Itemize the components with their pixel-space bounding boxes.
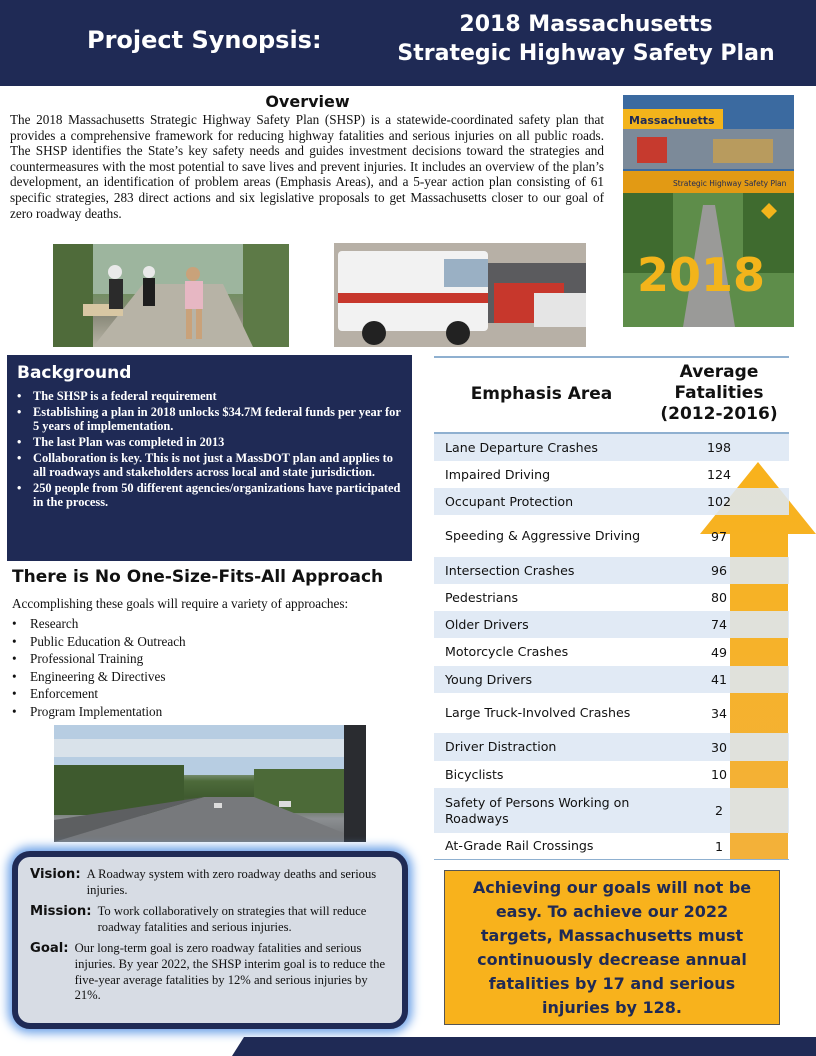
fatalities-cell: 198 bbox=[706, 440, 732, 455]
vision-label: Vision: bbox=[30, 867, 81, 882]
fatalities-cell: 34 bbox=[710, 705, 728, 721]
approach-heading: There is No One-Size-Fits-All Approach bbox=[12, 567, 384, 587]
fatalities-cell: 2 bbox=[714, 803, 723, 818]
table-row bbox=[434, 761, 789, 788]
vision-row bbox=[30, 867, 392, 898]
table-row bbox=[434, 557, 789, 584]
emphasis-area-cell: Pedestrians bbox=[445, 589, 519, 605]
table-row bbox=[434, 666, 789, 693]
callout-text: Achieving our goals will not be easy. To achieve our 2022 targets, Massachusetts must continuously decrease annual fatalities by 17 and serious injuries by 128. bbox=[472, 877, 752, 1017]
background-item: • Establishing a plan in 2018 unlocks $34.7M federal funds per year for 5 years of implementation. bbox=[17, 405, 402, 433]
table-row bbox=[434, 488, 789, 515]
background-item: • The SHSP is a federal requirement bbox=[17, 389, 402, 403]
emphasis-area-cell: At-Grade Rail Crossings bbox=[445, 838, 594, 853]
table-row bbox=[434, 461, 789, 488]
fatalities-cell: 1 bbox=[714, 838, 723, 854]
goal-text: Our long-term goal is zero roadway fatalities and serious injuries. By year 2022, the SHSP interim goal is to reduce the five-year average fatalities by 12% and serious injuries by 21%. bbox=[74, 941, 386, 1003]
header-fatalities-line2: Fatalities bbox=[674, 383, 764, 403]
fatalities-cell: 80 bbox=[710, 590, 728, 605]
fatalities-cell: 97 bbox=[710, 528, 728, 544]
fatalities-cell: 102 bbox=[706, 494, 732, 509]
goal-label: Goal: bbox=[30, 941, 69, 957]
fatalities-cell: 10 bbox=[710, 767, 728, 782]
approach-list bbox=[12, 615, 186, 721]
table-row bbox=[434, 788, 789, 833]
emphasis-area-cell: Occupant Protection bbox=[445, 493, 574, 509]
table-row bbox=[434, 638, 789, 666]
emphasis-area-cell: Motorcycle Crashes bbox=[445, 644, 569, 659]
overview-paragraph: The 2018 Massachusetts Strategic Highway Safety Plan (SHSP) is a statewide-coordinated safety plan that provides a comprehensive framework for reducing highway fatalities and serious injuries on all public roads. The SHSP identifies the State’s key safety needs and guides investment decisions toward the strategies and countermeasures with the most potential to save lives and prevent injuries. It includes an overview of the plan’s development, an identification of problem areas (Emphasis Areas), and a 5-year action plan consisting of 61 specific strategies, 283 direct actions and six legislative proposals to get Massachusetts closer to our goal of zero roadway deaths. bbox=[10, 112, 604, 221]
fatalities-cell: 30 bbox=[710, 739, 728, 755]
approach-item: • Professional Training bbox=[12, 650, 186, 668]
background-item: • 250 people from 50 different agencies/organizations have participated in the process. bbox=[17, 481, 402, 509]
cyclists-illustration bbox=[53, 244, 289, 347]
emphasis-area-cell: Lane Departure Crashes bbox=[445, 439, 598, 455]
fatalities-cell: 49 bbox=[710, 644, 728, 660]
approach-item: • Enforcement bbox=[12, 685, 186, 703]
plan-title-line1: 2018 Massachusetts bbox=[459, 12, 713, 37]
cover-illustration bbox=[623, 95, 794, 327]
table-header bbox=[434, 360, 789, 432]
header-fatalities-line1: Average bbox=[679, 362, 759, 382]
header-emphasis-area: Emphasis Area bbox=[470, 384, 613, 404]
cover-year-label: 2018 bbox=[637, 248, 766, 302]
vision-mission-goal-box bbox=[12, 851, 408, 1029]
table-row bbox=[434, 434, 789, 461]
footer-bar bbox=[232, 1037, 816, 1056]
emphasis-area-cell: Large Truck-Involved Crashes bbox=[445, 705, 631, 720]
fatalities-cell: 74 bbox=[710, 617, 728, 632]
highway-photo bbox=[54, 725, 366, 842]
approach-item: • Public Education & Outreach bbox=[12, 633, 186, 651]
table-row bbox=[434, 515, 789, 557]
emphasis-area-cell: Safety of Persons Working on Roadways bbox=[445, 794, 630, 826]
plan-title-line2: Strategic Highway Safety Plan bbox=[397, 41, 775, 66]
overview-heading: Overview bbox=[265, 92, 350, 111]
background-item: • Collaboration is key. This is not just a MassDOT plan and applies to all roadways and stakeholders across local and state jurisdiction. bbox=[17, 451, 402, 479]
approach-item: • Research bbox=[12, 615, 186, 633]
emphasis-area-cell: Bicyclists bbox=[445, 766, 504, 782]
background-section bbox=[7, 355, 412, 561]
emphasis-area-cell: Intersection Crashes bbox=[445, 562, 575, 578]
cyclists-pedestrian-photo bbox=[53, 244, 289, 347]
header-fatalities-line3: (2012-2016) bbox=[660, 404, 778, 424]
background-list bbox=[17, 389, 402, 509]
fatalities-cell: 96 bbox=[710, 563, 728, 578]
ambulance-illustration bbox=[334, 243, 586, 347]
mission-text: To work collaboratively on strategies that will reduce roadway fatalities and serious injuries. bbox=[97, 904, 367, 934]
table-row bbox=[434, 733, 789, 761]
mission-label: Mission: bbox=[30, 904, 92, 920]
emphasis-area-cell: Young Drivers bbox=[445, 671, 532, 687]
fatalities-cell: 124 bbox=[706, 467, 732, 482]
page-header bbox=[0, 0, 816, 86]
cover-plan-label: Strategic Highway Safety Plan bbox=[673, 179, 787, 188]
fatalities-cell: 41 bbox=[710, 672, 728, 687]
mission-row bbox=[30, 904, 392, 935]
emphasis-area-cell: Driver Distraction bbox=[445, 739, 557, 754]
emphasis-area-cell: Speeding & Aggressive Driving bbox=[445, 528, 641, 543]
approach-item: • Engineering & Directives bbox=[12, 668, 186, 686]
table-row bbox=[434, 693, 789, 733]
ambulance-photo bbox=[334, 243, 586, 347]
vision-text: A Roadway system with zero roadway deaths and serious injuries. bbox=[86, 867, 377, 897]
table-row bbox=[434, 833, 789, 859]
background-item: • The last Plan was completed in 2013 bbox=[17, 435, 402, 449]
approach-intro: Accomplishing these goals will require a variety of approaches: bbox=[12, 596, 349, 611]
table-bottom-rule bbox=[434, 859, 789, 860]
header-average-fatalities bbox=[649, 362, 789, 425]
table-top-rule bbox=[434, 356, 789, 358]
table-row bbox=[434, 584, 789, 611]
plan-title bbox=[376, 10, 796, 68]
project-synopsis-title: Project Synopsis: bbox=[87, 26, 322, 54]
emphasis-area-cell: Impaired Driving bbox=[445, 466, 551, 482]
approach-item: • Program Implementation bbox=[12, 703, 186, 721]
goal-row bbox=[30, 941, 392, 1003]
table-row bbox=[434, 611, 789, 638]
highway-illustration bbox=[54, 725, 366, 842]
emphasis-area-cell: Older Drivers bbox=[445, 616, 529, 632]
background-heading: Background bbox=[17, 363, 132, 383]
targets-callout bbox=[444, 870, 780, 1025]
shsp-cover-image bbox=[623, 95, 794, 327]
cover-state-label: Massachuetts bbox=[629, 114, 715, 127]
